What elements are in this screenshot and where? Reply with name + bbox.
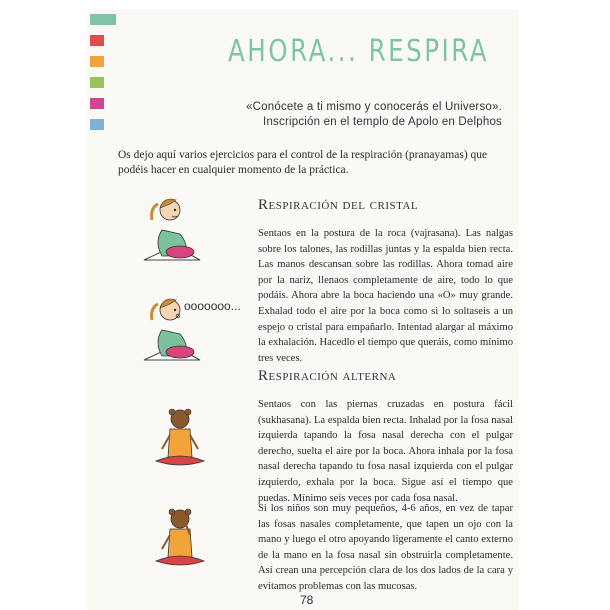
section-text-alterna-2: Si los niños son muy pequeños, 4-6 años, en vez de tapar las fosas nasales completamente, que tapen un ojo con la mano y luego el otro apoyando ligeramente el canto externo de la mano en la fosa nasal sin obstruirla completamente. Así crean una percepción clara de los dos lados de la cara y evitamos problemas con las mucosas. [258,503,513,592]
breath-text: ooooooo... [184,299,241,313]
page-number: 78 [300,593,314,607]
epigraph-quote: «Conócete a ti mismo y conocerás el Universo». [246,101,502,113]
boy-covering-eye-illustration [150,505,210,575]
color-tabs [90,14,116,140]
boy-crosslegged-illustration [150,405,210,475]
girl-exhaling-illustration [140,290,270,365]
epigraph [246,100,502,130]
color-tab [90,77,104,88]
color-tab [90,119,104,130]
section-text-cristal: Sentaos en la postura de la roca (vajrasana). Las nalgas sobre los talones, las rodillas juntas y la espalda bien recta. Las manos descansan sobre las rodillas. Ahora tomad aire por la nariz, llenaos completamente de aire, todo lo que podáis. Ahora abre la boca haciendo una «O» muy grande. Exhalad todo el aire por la boca como si lo soltaseis a un espejo o cristal para empañarlo. Intentad alargar al máximo la exhalación. Hacedlo el tiempo que queráis, como mínimo tres veces. [258,228,513,364]
section-heading-alterna: Respiración alterna [258,368,397,384]
section-heading-cristal: Respiración del cristal [258,197,419,213]
color-tab [90,98,104,109]
color-tab [90,35,104,46]
page-title: AHORA... RESPIRA [228,34,490,69]
section-text-alterna-1: Sentaos con las piernas cruzadas en postura fácil (sukhasana). La espalda bien recta. Inhalad por la fosa nasal izquierda tapando la fosa nasal derecha con el pulgar derecho, suelta el aire por la boca. Ahora inhala por la fosa nasal derecha tapando tu fosa nasal izquierda con el pulgar izquierdo, exhala por la boca. Sigue así el tiempo que puedas. Mínimo seis veces por cada fosa nasal. [258,399,513,504]
color-tab [90,56,104,67]
intro-paragraph: Os dejo aquí varios ejercicios para el control de la respiración (pranayamas) que podéis hacer en cualquier momento de la práctica. [118,149,488,176]
epigraph-source: Inscripción en el templo de Apolo en Delphos [263,116,502,128]
girl-kneeling-illustration [140,190,210,265]
color-tab [90,14,116,25]
